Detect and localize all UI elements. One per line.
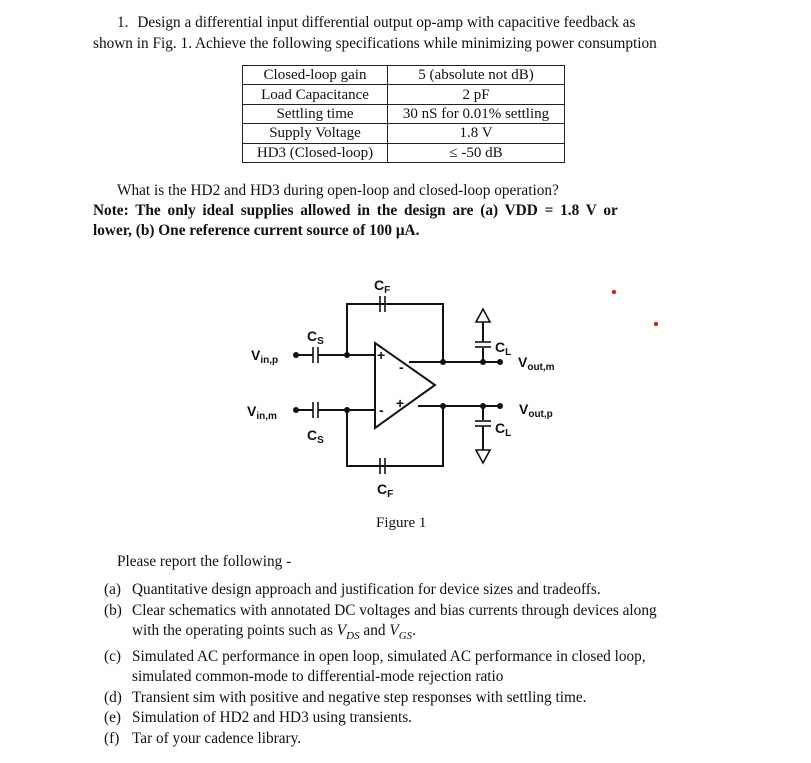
vout-p-label: $V_{out,p}$ <box>519 401 553 420</box>
spec-param: Load Capacitance <box>243 85 388 104</box>
note-line2: lower, (b) One reference current source of 100 μA. <box>93 222 420 239</box>
opamp-plus-top: + <box>377 347 386 363</box>
spec-value: ≤ -50 dB <box>388 143 565 162</box>
cs-top-label: $C_S$ <box>307 328 324 347</box>
cl-top-label: $C_L$ <box>495 339 512 358</box>
red-dot-1 <box>612 290 616 294</box>
vin-p-label: $V_{in,p}$ <box>251 347 279 366</box>
cs-bottom-label: $C_S$ <box>307 427 324 446</box>
report-item-tag: (f) <box>104 729 120 747</box>
report-item <box>100 729 720 750</box>
report-list <box>100 580 720 749</box>
problem-intro-text1: Design a differential input differential output op-amp with capacitive feedback as <box>137 14 636 31</box>
report-item-line: Tar of your cadence library. <box>132 729 302 747</box>
circuit-wires <box>296 304 500 466</box>
report-item-tag: (d) <box>104 688 122 706</box>
vin-m-label: $V_{in,m}$ <box>247 403 277 422</box>
report-item-line: Simulation of HD2 and HD3 using transients. <box>132 709 412 727</box>
spec-value: 5 (absolute not dB) <box>388 66 565 85</box>
vout-m-label: $V_{out,m}$ <box>518 354 555 373</box>
capacitor-plates <box>313 296 491 474</box>
spec-param: Settling time <box>243 104 388 123</box>
cl-top-ground-symbol <box>476 309 490 322</box>
spec-param: Supply Voltage <box>243 124 388 143</box>
report-item-tag: (c) <box>104 647 121 665</box>
opamp-plus-bottom: + <box>396 395 405 411</box>
report-item <box>100 688 720 709</box>
report-item-tag: (e) <box>104 709 121 727</box>
opamp-minus-top: - <box>399 359 404 375</box>
report-item <box>100 580 720 601</box>
report-item-tag: (b) <box>104 601 122 619</box>
report-heading: Please report the following - <box>117 553 292 570</box>
report-item-line: with the operating points such as $V_{DS}$ and $V_{GS}$. <box>132 622 416 643</box>
cl-bottom-label: $C_L$ <box>495 420 512 439</box>
problem-intro-line2: shown in Fig. 1. Achieve the following specifications while minimizing power consumption <box>93 35 657 52</box>
cf-bottom-label: $C_F$ <box>377 481 394 500</box>
report-item-line: Quantitative design approach and justification for device sizes and tradeoffs. <box>132 581 601 598</box>
report-item <box>100 708 720 729</box>
spec-value: 1.8 V <box>388 124 565 143</box>
cf-top-label: $C_F$ <box>374 277 391 296</box>
red-dot-2 <box>654 322 658 326</box>
spec-value: 30 nS for 0.01% settling <box>388 104 565 123</box>
feedback-top-wire <box>347 304 443 362</box>
figure-caption: Figure 1 <box>376 515 427 531</box>
question-text: What is the HD2 and HD3 during open-loop and closed-loop operation? <box>117 182 559 199</box>
cl-bottom-ground-symbol <box>476 450 490 463</box>
feedback-bottom-wire <box>347 406 443 466</box>
spec-value: 2 pF <box>388 85 565 104</box>
report-item-line: Simulated AC performance in open loop, simulated AC performance in closed loop, <box>132 647 646 665</box>
report-item-tag: (a) <box>104 581 121 598</box>
spec-param: HD3 (Closed-loop) <box>243 143 388 162</box>
report-item <box>100 601 720 647</box>
note-line1: Note: The only ideal supplies allowed in the design are (a) VDD = 1.8 V or <box>93 202 618 219</box>
report-item <box>100 647 720 688</box>
report-item-line: simulated common-mode to differential-mode rejection ratio <box>132 668 504 686</box>
report-item-line: Clear schematics with annotated DC voltages and bias currents through devices along <box>132 601 657 619</box>
problem-number: 1. <box>117 14 129 31</box>
spec-param: Closed-loop gain <box>243 66 388 85</box>
report-item-line: Transient sim with positive and negative step responses with settling time. <box>132 688 587 706</box>
opamp-minus-bottom: - <box>379 402 384 418</box>
